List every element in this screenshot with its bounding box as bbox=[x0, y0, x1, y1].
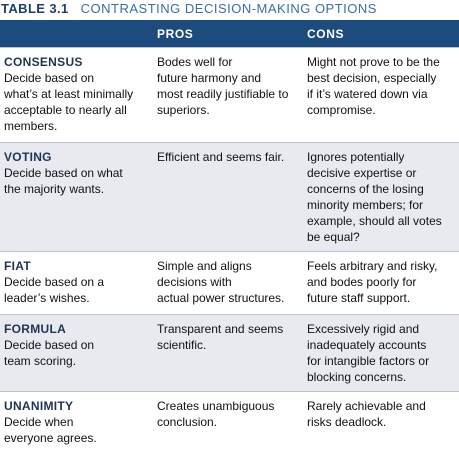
option-cell bbox=[0, 392, 152, 451]
option-name: FORMULA bbox=[4, 322, 67, 336]
header-row bbox=[0, 20, 459, 48]
pros-cell: Creates unambiguous conclusion. bbox=[157, 399, 275, 429]
table-header bbox=[0, 20, 459, 48]
header-option bbox=[0, 20, 152, 48]
pros-cell: Transparent and seems scientific. bbox=[157, 322, 284, 352]
option-description: Decide based on a leader’s wishes. bbox=[4, 275, 105, 305]
decision-options-table bbox=[0, 20, 459, 451]
cons-cell: Rarely achievable and risks deadlock. bbox=[307, 399, 426, 429]
option-cell bbox=[0, 315, 152, 392]
cons-cell: Feels arbitrary and risky, and bodes poorly for future staff support. bbox=[307, 259, 438, 305]
option-name: CONSENSUS bbox=[4, 55, 83, 69]
cons-cell: Excessively rigid and inadequately accounts for intangible factors or blocking concerns. bbox=[307, 322, 430, 384]
option-description: Decide based on team scoring. bbox=[4, 338, 95, 368]
table-title: CONTRASTING DECISION-MAKING OPTIONS bbox=[80, 1, 377, 16]
option-cell bbox=[0, 252, 152, 315]
header-cons: CONS bbox=[302, 20, 459, 48]
option-name: UNANIMITY bbox=[4, 399, 74, 413]
table-row-fiat bbox=[0, 252, 459, 315]
pros-cell: Efficient and seems fair. bbox=[157, 150, 285, 164]
table-row-consensus bbox=[0, 48, 459, 143]
option-description: Decide when everyone agrees. bbox=[4, 415, 97, 445]
cons-cell: Might not prove to be the best decision, especially if it’s watered down via compromise. bbox=[307, 55, 440, 117]
table-body bbox=[0, 48, 459, 451]
pros-cell: Simple and aligns decisions with actual power structures. bbox=[157, 259, 285, 305]
table-row-unanimity bbox=[0, 392, 459, 451]
pros-cell: Bodes well for future harmony and most readily justifiable to superiors. bbox=[157, 55, 289, 117]
option-cell bbox=[0, 48, 152, 143]
option-name: VOTING bbox=[4, 150, 52, 164]
option-description: Decide based on what the majority wants. bbox=[4, 166, 123, 196]
table-row-voting bbox=[0, 143, 459, 252]
table-number: TABLE 3.1 bbox=[1, 1, 69, 16]
option-cell bbox=[0, 143, 152, 252]
option-name: FIAT bbox=[4, 259, 31, 273]
header-pros: PROS bbox=[152, 20, 302, 48]
table-row-formula bbox=[0, 315, 459, 392]
cons-cell: Ignores potentially decisive expertise or concerns of the losing minority members; for example, should all votes be equal? bbox=[307, 150, 442, 244]
option-description: Decide based on what’s at least minimally acceptable to nearly all members. bbox=[4, 71, 134, 133]
table-caption bbox=[0, 0, 459, 17]
